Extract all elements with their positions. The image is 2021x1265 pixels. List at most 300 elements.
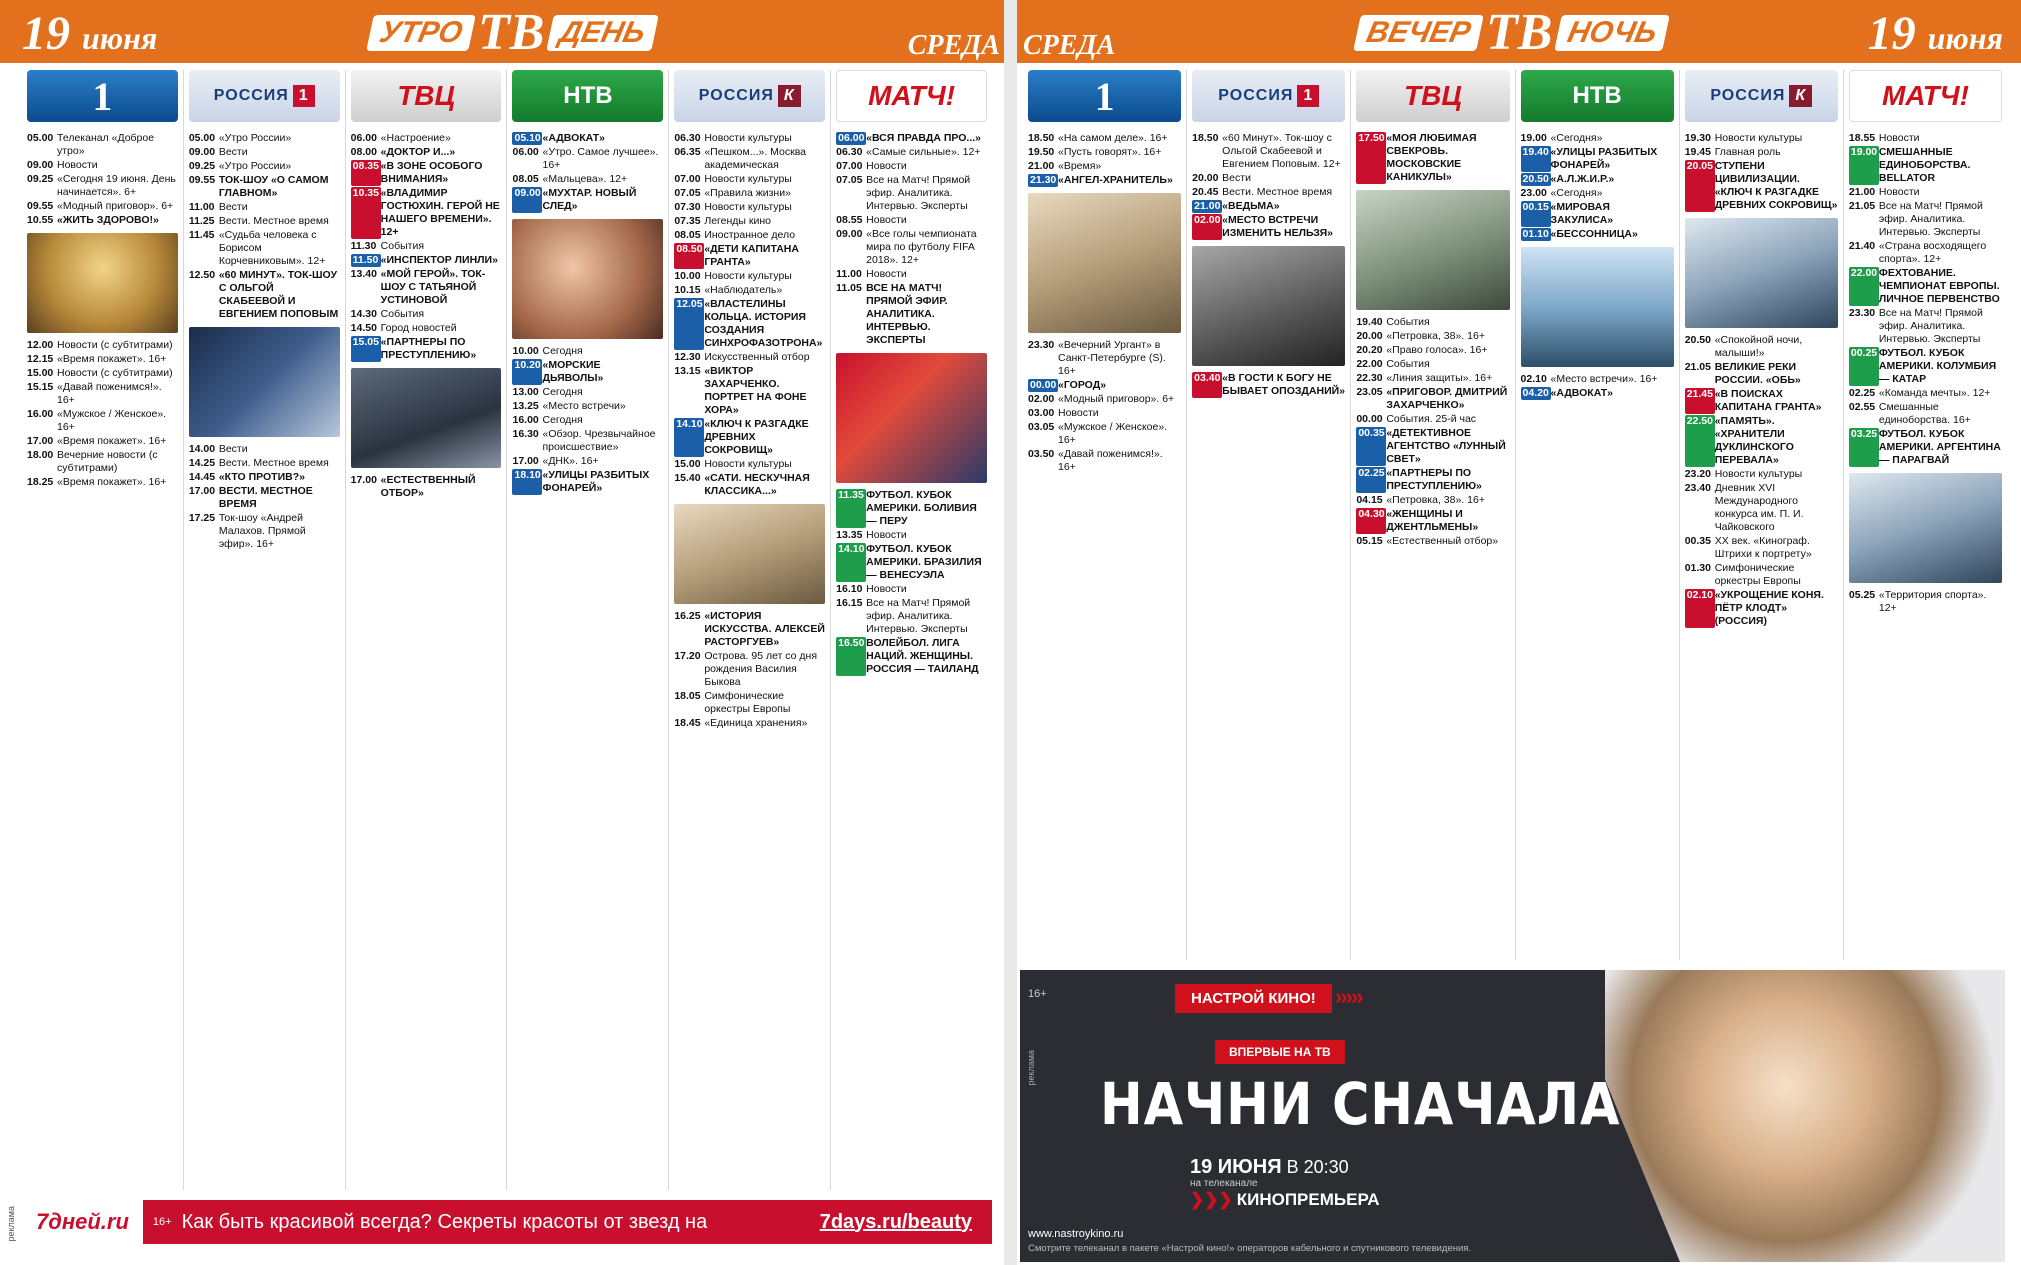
program-title: «Судьба человека с Борисом Корчевниковым». 12+ (218, 229, 326, 267)
program-row[interactable] (836, 543, 987, 582)
program-row[interactable] (1356, 358, 1509, 371)
program-row[interactable] (1685, 388, 1838, 414)
program-row[interactable] (674, 173, 825, 186)
program-title: «Единица хранения» (704, 717, 808, 729)
program-title: «ДЕТЕКТИВНОЕ АГЕНТСТВО «ЛУННЫЙ СВЕТ» (1386, 427, 1506, 465)
program-row[interactable] (674, 472, 825, 498)
program-time: 09.00 (27, 159, 54, 171)
program-row[interactable] (836, 228, 987, 267)
brand-tv: ТВ (1485, 4, 1553, 61)
program-title: «А.Л.Ж.И.Р.» (1550, 173, 1615, 185)
program-time: 13.25 (512, 400, 539, 412)
right-weekday: СРЕДА (1023, 30, 1116, 61)
program-row[interactable] (512, 386, 663, 399)
program-time: 17.00 (27, 435, 54, 447)
program-title: Телеканал «Доброе утро» (57, 132, 155, 157)
program-time: 20.05 (1685, 160, 1715, 212)
program-row[interactable] (1356, 330, 1509, 343)
program-row[interactable] (674, 717, 825, 730)
program-row[interactable] (1849, 589, 2002, 615)
program-row[interactable] (512, 414, 663, 427)
program-row[interactable] (1521, 228, 1674, 241)
program-row[interactable] (674, 351, 825, 364)
program-row[interactable] (674, 146, 825, 172)
program-time: 17.00 (350, 474, 377, 486)
program-row[interactable] (1028, 339, 1181, 378)
program-time: 01.10 (1522, 228, 1549, 240)
program-title: XX век. «Кинограф. Штрихи к портрету» (1714, 535, 1812, 560)
program-title: Новости (1878, 186, 1920, 198)
channel-logo-ntv[interactable]: НТВ (512, 70, 663, 122)
program-time: 21.05 (1684, 361, 1711, 373)
program-row[interactable] (1356, 344, 1509, 357)
program-time: 11.05 (836, 282, 862, 294)
program-row[interactable] (27, 476, 178, 489)
program-title: Новости культуры (704, 201, 792, 213)
program-row[interactable] (836, 529, 987, 542)
program-row[interactable] (512, 187, 663, 213)
program-title: «МУХТАР. НОВЫЙ СЛЕД» (542, 187, 637, 212)
program-row[interactable] (1192, 214, 1345, 240)
program-row[interactable] (1521, 146, 1674, 172)
program-title: «ВСЯ ПРАВДА ПРО...» (866, 132, 982, 144)
program-title: СМЕШАННЫЕ ЕДИНОБОРСТВА. BELLATOR (1878, 146, 1971, 184)
ad-brand-button[interactable]: НАСТРОЙ КИНО! (1175, 984, 1332, 1013)
channel-column (184, 70, 346, 1190)
program-row[interactable] (1356, 386, 1509, 412)
ad-on-channel: на телеканале (1190, 1178, 1258, 1189)
program-title: Новости культуры (704, 132, 792, 144)
program-row[interactable] (1685, 334, 1838, 360)
program-row[interactable] (27, 173, 178, 199)
program-row[interactable] (27, 214, 178, 227)
program-row[interactable] (189, 160, 340, 173)
program-row[interactable] (1028, 379, 1181, 392)
program-row[interactable] (1028, 407, 1181, 420)
program-row[interactable] (1192, 132, 1345, 171)
channel-logo-match[interactable]: МАТЧ! (836, 70, 987, 122)
ad-first-on-tv-badge: ВПЕРВЫЕ НА ТВ (1215, 1040, 1345, 1064)
left-date (22, 6, 157, 66)
program-row[interactable] (512, 173, 663, 186)
program-time: 14.30 (350, 308, 377, 320)
program-title: Новости (1058, 407, 1099, 419)
program-row[interactable] (1028, 421, 1181, 447)
program-row[interactable] (351, 132, 502, 145)
program-row[interactable] (674, 610, 825, 649)
program-row[interactable] (836, 214, 987, 227)
program-title: Острова. 95 лет со дня рождения Василия Быкова (704, 650, 818, 688)
program-row[interactable] (1685, 361, 1838, 387)
program-row[interactable] (1685, 535, 1838, 561)
program-row[interactable] (351, 308, 502, 321)
program-row[interactable] (189, 146, 340, 159)
program-title: Вести. Местное время (218, 457, 329, 469)
program-time: 21.30 (1030, 174, 1057, 186)
program-time: 02.10 (1520, 373, 1547, 385)
program-row[interactable] (189, 174, 340, 200)
program-row[interactable] (674, 132, 825, 145)
program-row[interactable] (1028, 160, 1181, 173)
program-row[interactable] (836, 268, 987, 281)
program-row[interactable] (1521, 387, 1674, 400)
program-title: «Утро России» (218, 160, 292, 172)
program-time: 16.00 (27, 408, 54, 420)
program-row[interactable] (1356, 535, 1509, 548)
program-row[interactable] (1521, 201, 1674, 227)
program-row[interactable] (189, 485, 340, 511)
brand-part-a: ВЕЧЕР (1353, 15, 1484, 51)
ad-url[interactable]: www.nastroykino.ru (1028, 1228, 1124, 1240)
program-row[interactable] (27, 408, 178, 434)
program-title: «ПАРТНЕРЫ ПО ПРЕСТУПЛЕНИЮ» (380, 336, 477, 361)
program-row[interactable] (836, 132, 987, 145)
program-row[interactable] (1356, 316, 1509, 329)
program-title: Все на Матч! Прямой эфир. Аналитика. Интервью. Эксперты (866, 174, 971, 212)
program-title: ТОК-ШОУ «О САМОМ ГЛАВНОМ» (218, 174, 329, 199)
program-row[interactable] (1356, 132, 1509, 184)
program-title: «АНГЕЛ-ХРАНИТЕЛЬ» (1058, 174, 1173, 186)
program-title: Новости (866, 268, 907, 280)
program-time: 21.45 (1685, 388, 1715, 414)
program-title: «Настроение» (380, 132, 451, 144)
program-time: 23.20 (1684, 468, 1711, 480)
program-row[interactable] (1028, 132, 1181, 145)
channel-logo-perviy[interactable]: 1 (1028, 70, 1181, 122)
program-time: 14.25 (188, 457, 216, 469)
program-row[interactable] (189, 443, 340, 456)
program-title: «ПАМЯТЬ». «ХРАНИТЕЛИ ДУКЛИНСКОГО ПЕРЕВАЛА» (1714, 415, 1794, 466)
program-time: 13.40 (350, 268, 377, 280)
channel-logo-match[interactable]: МАТЧ! (1849, 70, 2002, 122)
program-time: 22.00 (1849, 267, 1879, 306)
program-row[interactable] (189, 457, 340, 470)
program-time: 19.45 (1684, 146, 1711, 158)
program-row[interactable] (836, 174, 987, 213)
channel-logo-perviy[interactable]: 1 (27, 70, 178, 122)
program-row[interactable] (674, 229, 825, 242)
program-row[interactable] (512, 146, 663, 172)
program-row[interactable] (512, 132, 663, 145)
program-row[interactable] (1685, 562, 1838, 588)
program-row[interactable] (27, 449, 178, 475)
program-time: 10.00 (674, 270, 701, 282)
program-time: 17.20 (674, 650, 701, 662)
program-row[interactable] (1685, 132, 1838, 145)
program-title: «МОЙ ГЕРОЙ». ТОК-ШОУ С ТАТЬЯНОЙ УСТИНОВОЙ (380, 268, 486, 306)
program-row[interactable] (351, 146, 502, 159)
program-time: 16.15 (836, 597, 863, 609)
program-title: «ЖЕНЩИНЫ И ДЖЕНТЛЬМЕНЫ» (1386, 508, 1479, 533)
program-row[interactable] (674, 215, 825, 228)
program-row[interactable] (189, 229, 340, 268)
program-row[interactable] (1685, 146, 1838, 159)
program-row[interactable] (1356, 427, 1509, 466)
program-row[interactable] (351, 474, 502, 500)
program-row[interactable] (189, 132, 340, 145)
program-row[interactable] (1356, 467, 1509, 493)
program-title: Новости культуры (704, 270, 792, 282)
program-title: «Страна восходящего спорта». 12+ (1878, 240, 1987, 265)
program-time: 19.40 (1521, 146, 1551, 172)
program-title: «МОРСКИЕ ДЬЯВОЛЫ» (542, 359, 604, 384)
program-row[interactable] (836, 583, 987, 596)
program-row[interactable] (1685, 482, 1838, 534)
ad-arrows-icon: ››››› (1335, 984, 1362, 1009)
program-row[interactable] (27, 381, 178, 407)
program-row[interactable] (512, 455, 663, 468)
program-row[interactable] (1028, 448, 1181, 474)
program-time: 18.50 (1028, 132, 1055, 144)
program-title: Симфонические оркестры Европы (1714, 562, 1801, 587)
program-time: 22.00 (1356, 358, 1383, 370)
program-row[interactable] (1849, 132, 2002, 145)
program-row[interactable] (1849, 428, 2002, 467)
program-title: «В ЗОНЕ ОСОБОГО ВНИМАНИЯ» (380, 160, 483, 185)
program-row[interactable] (836, 637, 987, 676)
channel-column (1187, 70, 1351, 960)
program-time: 03.40 (1192, 372, 1222, 398)
program-row[interactable] (674, 298, 825, 350)
program-time: 19.50 (1028, 146, 1055, 158)
program-time: 05.10 (514, 132, 541, 144)
program-row[interactable] (1685, 589, 1838, 628)
program-title: «Мужское / Женское». 16+ (1058, 421, 1168, 446)
program-title: «Время покажет». 16+ (57, 435, 167, 447)
program-title: ФУТБОЛ. КУБОК АМЕРИКИ. БРАЗИЛИЯ — ВЕНЕСУЭЛА (866, 543, 982, 581)
channel-logo-ntv[interactable]: НТВ (1521, 70, 1674, 122)
program-row[interactable] (1521, 187, 1674, 200)
ad-tag: реклама (1026, 1050, 1036, 1086)
program-row[interactable] (189, 215, 340, 228)
program-row[interactable] (1849, 200, 2002, 239)
channel-logo-rossiya1[interactable]: РОССИЯ 1 (1192, 70, 1345, 122)
program-row[interactable] (351, 322, 502, 335)
program-row[interactable] (351, 240, 502, 253)
program-row[interactable] (1849, 387, 2002, 400)
program-row[interactable] (1028, 146, 1181, 159)
program-row[interactable] (189, 512, 340, 551)
program-row[interactable] (27, 339, 178, 352)
program-time: 18.50 (1192, 132, 1219, 144)
date-month: июня (1927, 20, 2003, 56)
program-time: 00.25 (1849, 347, 1879, 386)
brand-tv: ТВ (478, 4, 545, 61)
program-title: «Утро. Самое лучшее». 16+ (542, 146, 659, 171)
ad-date: 19 ИЮНЯ (1190, 1156, 1282, 1178)
channel-column (1516, 70, 1680, 960)
program-row[interactable] (512, 469, 663, 495)
program-row[interactable] (351, 268, 502, 307)
program-row[interactable] (674, 201, 825, 214)
program-row[interactable] (1521, 373, 1674, 386)
program-time: 14.00 (188, 443, 216, 455)
channel-column (22, 70, 184, 1190)
program-row[interactable] (512, 345, 663, 358)
program-time: 12.05 (674, 298, 704, 350)
program-title: «Пешком...». Москва академическая (704, 146, 807, 171)
program-title: Новости культуры (704, 458, 792, 470)
program-row[interactable] (674, 187, 825, 200)
program-row[interactable] (351, 336, 502, 362)
channel-logo-rossiya-k[interactable]: РОССИЯ К (1685, 70, 1838, 122)
program-time: 20.45 (1192, 186, 1219, 198)
program-row[interactable] (512, 359, 663, 385)
program-title: Новости (57, 159, 98, 171)
program-row[interactable] (1356, 508, 1509, 534)
program-title: Новости (с субтитрами) (57, 367, 173, 379)
program-title: Легенды кино (704, 215, 771, 227)
program-row[interactable] (1849, 347, 2002, 386)
program-time: 09.25 (188, 160, 216, 172)
program-row[interactable] (836, 489, 987, 528)
program-title: «Самые сильные». 12+ (866, 146, 981, 158)
channel-column (1680, 70, 1844, 960)
program-time: 16.00 (512, 414, 539, 426)
left-schedule-columns (22, 70, 992, 1190)
program-row[interactable] (1685, 415, 1838, 467)
program-row[interactable] (1521, 132, 1674, 145)
program-row[interactable] (351, 187, 502, 239)
program-title: Вести (218, 201, 248, 213)
channel-column (1351, 70, 1515, 960)
program-row[interactable] (836, 160, 987, 173)
program-title: ВЕЛИКИЕ РЕКИ РОССИИ. «ОБЬ» (1714, 361, 1801, 386)
program-time: 15.40 (674, 472, 701, 484)
program-row[interactable] (1849, 240, 2002, 266)
channel-logo-rossiya-k[interactable]: РОССИЯ К (674, 70, 825, 122)
program-row[interactable] (674, 243, 825, 269)
program-title: Все на Матч! Прямой эфир. Аналитика. Интервью. Эксперты (1878, 307, 1983, 345)
program-time: 18.25 (27, 476, 54, 488)
program-time: 20.00 (1356, 330, 1383, 342)
promo-site-logo[interactable]: 7дней.ru (22, 1200, 143, 1244)
program-time: 19.30 (1684, 132, 1711, 144)
program-row[interactable] (27, 200, 178, 213)
program-row[interactable] (1685, 160, 1838, 212)
program-row[interactable] (674, 284, 825, 297)
program-row[interactable] (1028, 174, 1181, 187)
program-row[interactable] (27, 367, 178, 380)
program-row[interactable] (1192, 372, 1345, 398)
program-row[interactable] (1028, 393, 1181, 406)
channel-logo-rossiya1[interactable]: РОССИЯ 1 (189, 70, 340, 122)
program-title: «САТИ. НЕСКУЧНАЯ КЛАССИКА...» (704, 472, 810, 497)
program-title: «Модный приговор». 6+ (1058, 393, 1175, 405)
program-row[interactable] (1356, 494, 1509, 507)
program-time: 00.00 (1356, 413, 1383, 425)
program-title: «ВЛАДИМИР ГОСТЮХИН. ГЕРОЙ НЕ НАШЕГО ВРЕМЕНИ». 12+ (380, 187, 500, 238)
program-row[interactable] (674, 270, 825, 283)
program-row[interactable] (1356, 413, 1509, 426)
program-title: «Утро России» (218, 132, 292, 144)
program-time: 21.00 (1194, 200, 1221, 212)
promo-link[interactable]: 7days.ru/beauty (819, 1210, 972, 1233)
channel-logo-tvc[interactable]: ТВЦ (351, 70, 502, 122)
promo-banner[interactable] (22, 1200, 992, 1244)
program-time: 17.50 (1356, 132, 1386, 184)
program-row[interactable] (674, 690, 825, 716)
program-title: Вести (1222, 172, 1251, 184)
program-title: Сегодня (542, 414, 583, 426)
program-row[interactable] (189, 471, 340, 484)
program-title: «ГОРОД» (1058, 379, 1107, 391)
program-row[interactable] (836, 597, 987, 636)
program-time: 23.30 (1848, 307, 1876, 319)
program-row[interactable] (836, 282, 987, 347)
program-row[interactable] (1849, 186, 2002, 199)
program-row[interactable] (1849, 267, 2002, 306)
program-row[interactable] (27, 132, 178, 158)
program-time: 14.50 (350, 322, 377, 334)
program-time: 21.00 (1028, 160, 1055, 172)
ad-time: В 20:30 (1286, 1157, 1349, 1177)
program-title: «УЛИЦЫ РАЗБИТЫХ ФОНАРЕЙ» (1550, 146, 1658, 171)
program-title: ФЕХТОВАНИЕ. ЧЕМПИОНАТ ЕВРОПЫ. ЛИЧНОЕ ПЕРВЕНСТВО (1878, 267, 2000, 305)
program-time: 00.00 (1030, 379, 1057, 391)
program-row[interactable] (1849, 401, 2002, 427)
program-time: 07.05 (674, 187, 701, 199)
kinopremiera-ad[interactable] (1020, 970, 2005, 1262)
program-row[interactable] (1192, 186, 1345, 199)
channel-column (1844, 70, 2007, 960)
program-time: 00.15 (1521, 201, 1551, 227)
program-row[interactable] (1356, 372, 1509, 385)
program-row[interactable] (189, 269, 340, 321)
program-row[interactable] (1192, 200, 1345, 213)
program-time: 09.55 (27, 200, 54, 212)
program-row[interactable] (1192, 172, 1345, 185)
program-row[interactable] (1521, 173, 1674, 186)
program-row[interactable] (27, 159, 178, 172)
program-row[interactable] (674, 458, 825, 471)
program-time: 03.05 (1028, 421, 1055, 433)
program-time: 02.25 (1356, 467, 1386, 493)
program-row[interactable] (189, 201, 340, 214)
program-title: СТУПЕНИ ЦИВИЛИЗАЦИИ. «КЛЮЧ К РАЗГАДКЕ ДРЕВНИХ СОКРОВИЩ» (1714, 160, 1838, 211)
channel-logo-tvc[interactable]: ТВЦ (1356, 70, 1509, 122)
program-time: 11.45 (188, 229, 215, 241)
program-title: ВОЛЕЙБОЛ. ЛИГА НАЦИЙ. ЖЕНЩИНЫ. РОССИЯ — ТАИЛАНД (866, 637, 979, 675)
program-row[interactable] (351, 254, 502, 267)
program-title: События (380, 240, 424, 252)
program-row[interactable] (674, 650, 825, 689)
brand-part-b: НОЧЬ (1555, 15, 1671, 51)
program-title: Иностранное дело (704, 229, 796, 241)
program-row[interactable] (512, 428, 663, 454)
program-row[interactable] (674, 418, 825, 457)
program-row[interactable] (27, 353, 178, 366)
program-time: 20.20 (1356, 344, 1383, 356)
program-title: «АДВОКАТ» (542, 132, 605, 144)
program-time: 17.00 (188, 485, 216, 497)
program-row[interactable] (1685, 468, 1838, 481)
program-title: «Сегодня» (1550, 187, 1603, 199)
program-time: 09.00 (188, 146, 216, 158)
program-title: Новости (с субтитрами) (57, 339, 173, 351)
program-row[interactable] (674, 365, 825, 417)
ad-fine-print: Смотрите телеканал в пакете «Настрой кино!» операторов кабельного и спутникового телевидения. (1028, 1243, 1472, 1254)
program-row[interactable] (27, 435, 178, 448)
program-time: 13.15 (674, 365, 701, 377)
date-month: июня (82, 20, 158, 56)
channel-column (1023, 70, 1187, 960)
program-row[interactable] (836, 146, 987, 159)
program-row[interactable] (1849, 146, 2002, 185)
program-row[interactable] (1849, 307, 2002, 346)
program-row[interactable] (512, 400, 663, 413)
program-row[interactable] (351, 160, 502, 186)
